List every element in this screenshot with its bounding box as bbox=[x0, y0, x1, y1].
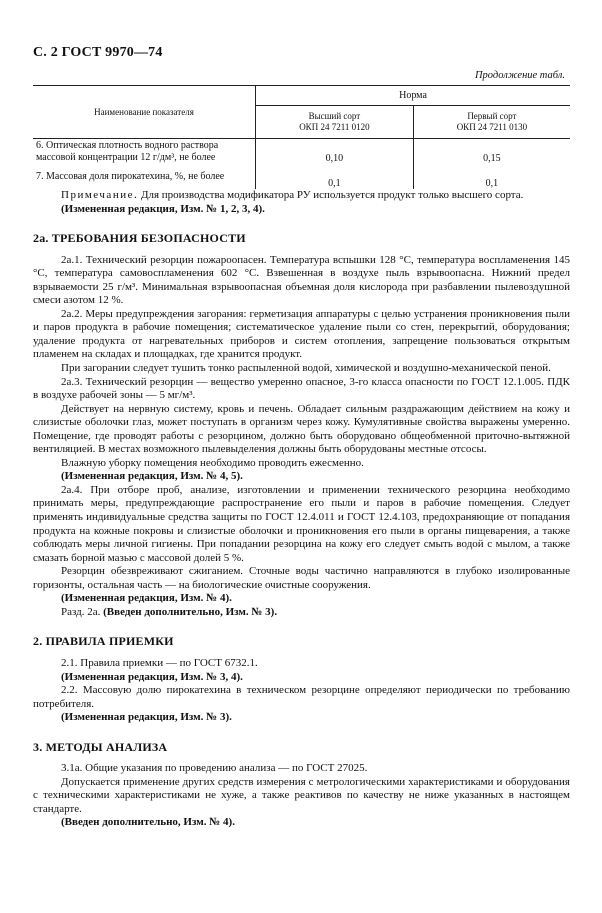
paragraph: Действует на нервную систему, кровь и печень. Обладает сильным раздражающим действием на кожу и слизистые оболочки глаз, может поступать в организм через кожу. Кумулятивные свойства выражены умеренно. Помещение, где проводят работы с резорцином, должно быть оборудовано общеобменной приточно-вытяжной вентиляцией. В местах возможного пылевыделения должны быть оборудованы местные отсосы. bbox=[33, 402, 570, 456]
paragraph: При загорании следует тушить тонко распыленной водой, химической и воздушно-механической пеной. bbox=[61, 362, 551, 375]
paragraph: 2.2. Массовую долю пирокатехина в техническом резорцине определяют периодически по требованию потребителя. bbox=[33, 684, 570, 710]
edit-note: (Введен дополнительно, Изм. № 4). bbox=[61, 816, 235, 829]
edit-note: (Измененная редакция, Изм. № 4). bbox=[61, 592, 232, 605]
section-title-2: 2. ПРАВИЛА ПРИЕМКИ bbox=[33, 634, 174, 649]
paragraph: 2а.2. Меры предупреждения загорания: герметизация аппаратуры с целью устранения проникновения пыли и паров продукта в рабочие помещения; систематическое удаление пыли со стен, перекрытий, оборудования; удаление продукта от нагревательных приборов и систем отопления, запрещение пользоваться открытым пламенем на складах и площадках, где хранится продукт. bbox=[33, 307, 570, 361]
section-title-2a: 2а. ТРЕБОВАНИЯ БЕЗОПАСНОСТИ bbox=[33, 231, 246, 246]
note-label: Примечание. bbox=[61, 189, 139, 201]
paragraph: 2а.4. При отборе проб, анализе, изготовлении и применении технического резорцина необходимо принимать меры, предупреждающие распространение его пыли и паров в рабочие помещения. Следует применять индивидуальные средства защиты по ГОСТ 12.4.011 и ГОСТ 12.4.103, предохраняющие от попадания продукта на кожные покровы и слизистые оболочки и проникновения его пыли в органы пищеварения, а также соблюдать меры личной гигиены. При попадании резорцина на кожу его следует смыть водой с мылом, а также смазать борной мазью с массовой долей 5 %. bbox=[33, 483, 570, 564]
column-header-sort-first: Первый сорт ОКП 24 7211 0130 bbox=[413, 106, 570, 139]
section-introduced-note: Разд. 2а. (Введен дополнительно, Изм. № 3). bbox=[61, 605, 278, 618]
edit-note: (Измененная редакция, Изм. № 4, 5). bbox=[61, 470, 243, 483]
paragraph: 2а.3. Технический резорцин — вещество умеренно опасное, 3-го класса опасности по ГОСТ 12.1.005. ПДК в воздухе рабочей зоны — 5 мг/м³. bbox=[33, 375, 570, 402]
norms-table bbox=[33, 85, 570, 189]
paragraph: Допускается применение других средств измерения с метрологическими характеристиками и оборудования с техническими характеристиками не хуже, а также реактивов по качеству не ниже указанных в настоящем стандарте. bbox=[33, 775, 570, 815]
edit-note: (Измененная редакция, Изм. № 3, 4). bbox=[61, 670, 243, 683]
table-row bbox=[33, 164, 570, 189]
table-row bbox=[33, 139, 570, 165]
row-value-first: 0,15 bbox=[483, 153, 501, 164]
column-header-norma: Норма bbox=[256, 86, 571, 106]
paragraph: 2.1. Правила приемки — по ГОСТ 6732.1. bbox=[61, 656, 258, 669]
table-note: Примечание. Для производства модификатора РУ используется продукт только высшего сорта. bbox=[61, 189, 524, 201]
section-title-3: 3. МЕТОДЫ АНАЛИЗА bbox=[33, 739, 168, 754]
column-header-name: Наименование показателя bbox=[33, 86, 256, 139]
paragraph: 3.1а. Общие указания по проведению анализа — по ГОСТ 27025. bbox=[61, 762, 368, 775]
document-body bbox=[33, 189, 570, 830]
paragraph: Влажную уборку помещения необходимо проводить ежесменно. bbox=[61, 456, 364, 469]
page-header: С. 2 ГОСТ 9970—74 bbox=[33, 45, 163, 60]
row-name: 7. Массовая доля пирокатехина, %, не более bbox=[33, 164, 256, 189]
edit-note: (Измененная редакция, Изм. № 3). bbox=[61, 711, 232, 724]
edit-note: (Измененная редакция, Изм. № 1, 2, 3, 4). bbox=[61, 202, 265, 215]
row-value-first: 0,1 bbox=[485, 178, 499, 189]
table-continuation-note: Продолжение табл. bbox=[474, 70, 565, 81]
row-value-highest: 0,10 bbox=[256, 139, 414, 165]
paragraph: Резорцин обезвреживают сжиганием. Сточные воды частично направляются в глубоко изолированные горизонты, остальная часть — на биологические очистные сооружения. bbox=[33, 565, 570, 591]
row-value-highest: 0,1 bbox=[256, 164, 414, 189]
column-header-sort-highest: Высший сорт ОКП 24 7211 0120 bbox=[256, 106, 414, 139]
row-name: 6. Оптическая плотность водного раствора массовой концентрации 12 г/дм³, не более bbox=[33, 139, 256, 165]
paragraph: 2а.1. Технический резорцин пожароопасен. Температура вспышки 128 °С, температура воспламенения 145 °С, температура самовоспламенения 602 °С. Взвешенная в воздухе пыль взрывоопасна. Нижний предел взрываемости 25 г/м³. Минимальная взрывоопасная объемная доля кислорода при разбавлении пылевоздушной смеси азотом 12 %. bbox=[33, 253, 570, 307]
